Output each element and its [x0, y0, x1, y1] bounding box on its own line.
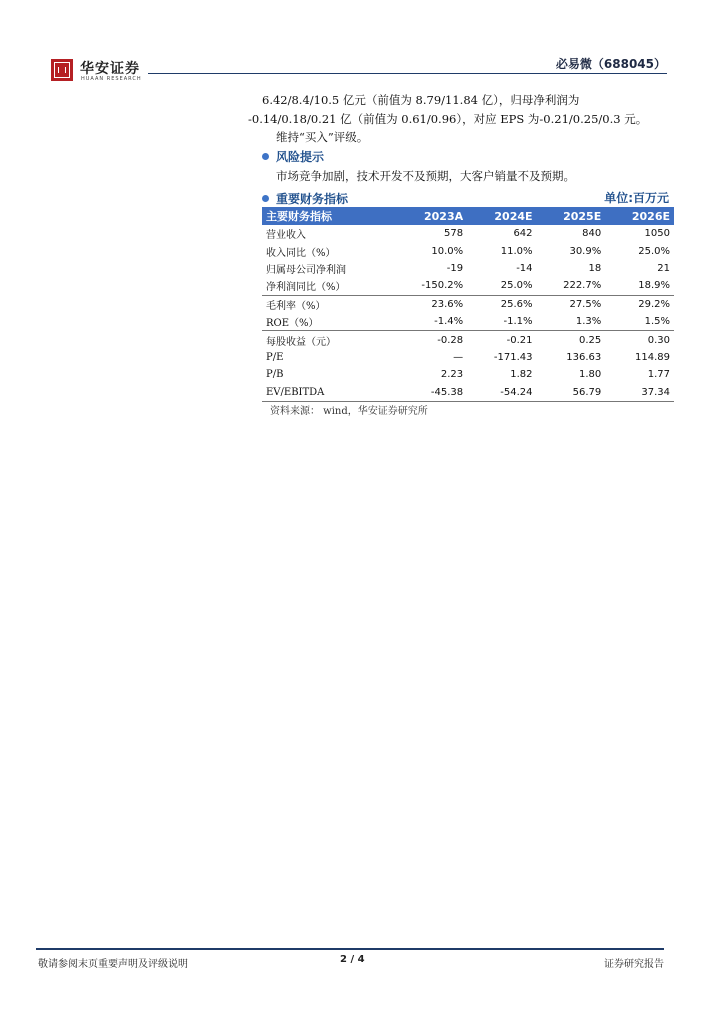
- row-label: P/E: [266, 351, 284, 363]
- row-label: 营业收入: [266, 230, 306, 242]
- financial-table: [262, 207, 674, 402]
- table-cell: 1050: [644, 228, 670, 240]
- table-row: [262, 331, 674, 349]
- company-logo: [51, 59, 73, 81]
- table-cell: 18.9%: [638, 280, 670, 292]
- table-cell: 37.34: [605, 384, 674, 402]
- table-cell: -0.28: [393, 331, 467, 349]
- page-number: 2 / 4: [340, 954, 365, 965]
- row-label: P/B: [266, 369, 284, 381]
- table-cell: 1.80: [578, 369, 602, 381]
- column-header: 2026E: [605, 207, 674, 225]
- brand-name-en: HUAAN RESEARCH: [81, 76, 142, 82]
- intro-line-2: -0.14/0.18/0.21 亿（前值为 0.61/0.96），对应 EPS 为-0.21/0.25/0.3 元。: [248, 112, 648, 126]
- column-header: 2023A: [393, 207, 467, 225]
- table-cell: 114.89: [635, 351, 670, 363]
- table-cell: -1.1%: [503, 316, 533, 328]
- row-label: 毛利率（%）: [262, 295, 393, 313]
- table-cell: 578: [444, 228, 464, 240]
- table-row: [262, 242, 674, 259]
- table-cell: 1.5%: [644, 316, 670, 328]
- table-cell: 25.6%: [467, 295, 536, 313]
- table-row: [262, 225, 674, 242]
- disclaimer-note: 敬请参阅末页重要声明及评级说明: [38, 959, 188, 970]
- table-cell: 222.7%: [563, 280, 602, 292]
- footer-divider: [36, 948, 664, 950]
- row-label: 归属母公司净利润: [266, 264, 346, 276]
- table-cell: —: [453, 351, 464, 363]
- table-row: [262, 260, 674, 277]
- table-cell: 21: [657, 262, 670, 274]
- risk-text: 市场竞争加剧，技术开发不及预期，大客户销量不及预期。: [276, 169, 575, 183]
- financials-heading-label: 重要财务指标: [276, 192, 349, 206]
- table-cell: -1.4%: [434, 316, 464, 328]
- table-cell: -54.24: [467, 384, 536, 402]
- table-cell: -14: [516, 262, 533, 274]
- risk-heading: [262, 148, 324, 165]
- intro-line-3: 维持“买入”评级。: [276, 130, 369, 144]
- table-cell: 11.0%: [500, 245, 533, 257]
- report-type: 证券研究报告: [604, 959, 664, 970]
- bullet-icon: [262, 153, 269, 160]
- row-label: 收入同比（%）: [266, 247, 336, 259]
- row-label: 每股收益（元）: [262, 331, 393, 349]
- intro-line-1: 6.42/8.4/10.5 亿元（前值为 8.79/11.84 亿），归母净利润为: [262, 93, 580, 107]
- table-row: [262, 313, 674, 331]
- table-cell: 23.6%: [393, 295, 467, 313]
- table-cell: 136.63: [566, 351, 602, 363]
- financials-heading: [262, 190, 348, 207]
- column-header: 主要财务指标: [262, 207, 393, 225]
- table-cell: 27.5%: [537, 295, 606, 313]
- column-header: 2024E: [467, 207, 536, 225]
- table-cell: 25.0%: [500, 280, 533, 292]
- table-cell: 10.0%: [431, 245, 464, 257]
- table-cell: 642: [513, 228, 533, 240]
- unit-label: 单位:百万元: [604, 191, 669, 205]
- table-cell: 18: [588, 262, 602, 274]
- table-cell: 2.23: [440, 369, 464, 381]
- risk-heading-label: 风险提示: [276, 150, 325, 164]
- table-cell: -19: [446, 262, 464, 274]
- table-cell: 1.82: [510, 369, 533, 381]
- table-row: [262, 349, 674, 366]
- table-row: [262, 384, 674, 402]
- row-label: EV/EBITDA: [262, 384, 393, 402]
- table-cell: 0.25: [537, 331, 606, 349]
- table-cell: 30.9%: [569, 245, 602, 257]
- table-cell: 1.3%: [575, 316, 602, 328]
- report-title: 必易微（688045）: [555, 57, 666, 71]
- table-cell: -171.43: [493, 351, 533, 363]
- table-cell: -0.21: [467, 331, 536, 349]
- table-cell: 56.79: [537, 384, 606, 402]
- table-header-row: [262, 207, 674, 225]
- row-label: ROE（%）: [266, 318, 319, 330]
- row-label: 净利润同比（%）: [266, 282, 346, 294]
- table-row: [262, 295, 674, 313]
- header-divider: [148, 73, 667, 74]
- data-source-note: 资料来源： wind，华安证券研究所: [270, 406, 428, 417]
- table-row: [262, 366, 674, 383]
- table-cell: -45.38: [393, 384, 467, 402]
- table-cell: 25.0%: [638, 245, 670, 257]
- table-cell: -150.2%: [421, 280, 464, 292]
- table-cell: 29.2%: [605, 295, 674, 313]
- table-row: [262, 277, 674, 295]
- brand-name-cn: 华安证券: [80, 61, 140, 77]
- bullet-icon: [262, 195, 269, 202]
- table-cell: 1.77: [647, 369, 670, 381]
- table-cell: 840: [582, 228, 602, 240]
- table-cell: 0.30: [605, 331, 674, 349]
- column-header: 2025E: [537, 207, 606, 225]
